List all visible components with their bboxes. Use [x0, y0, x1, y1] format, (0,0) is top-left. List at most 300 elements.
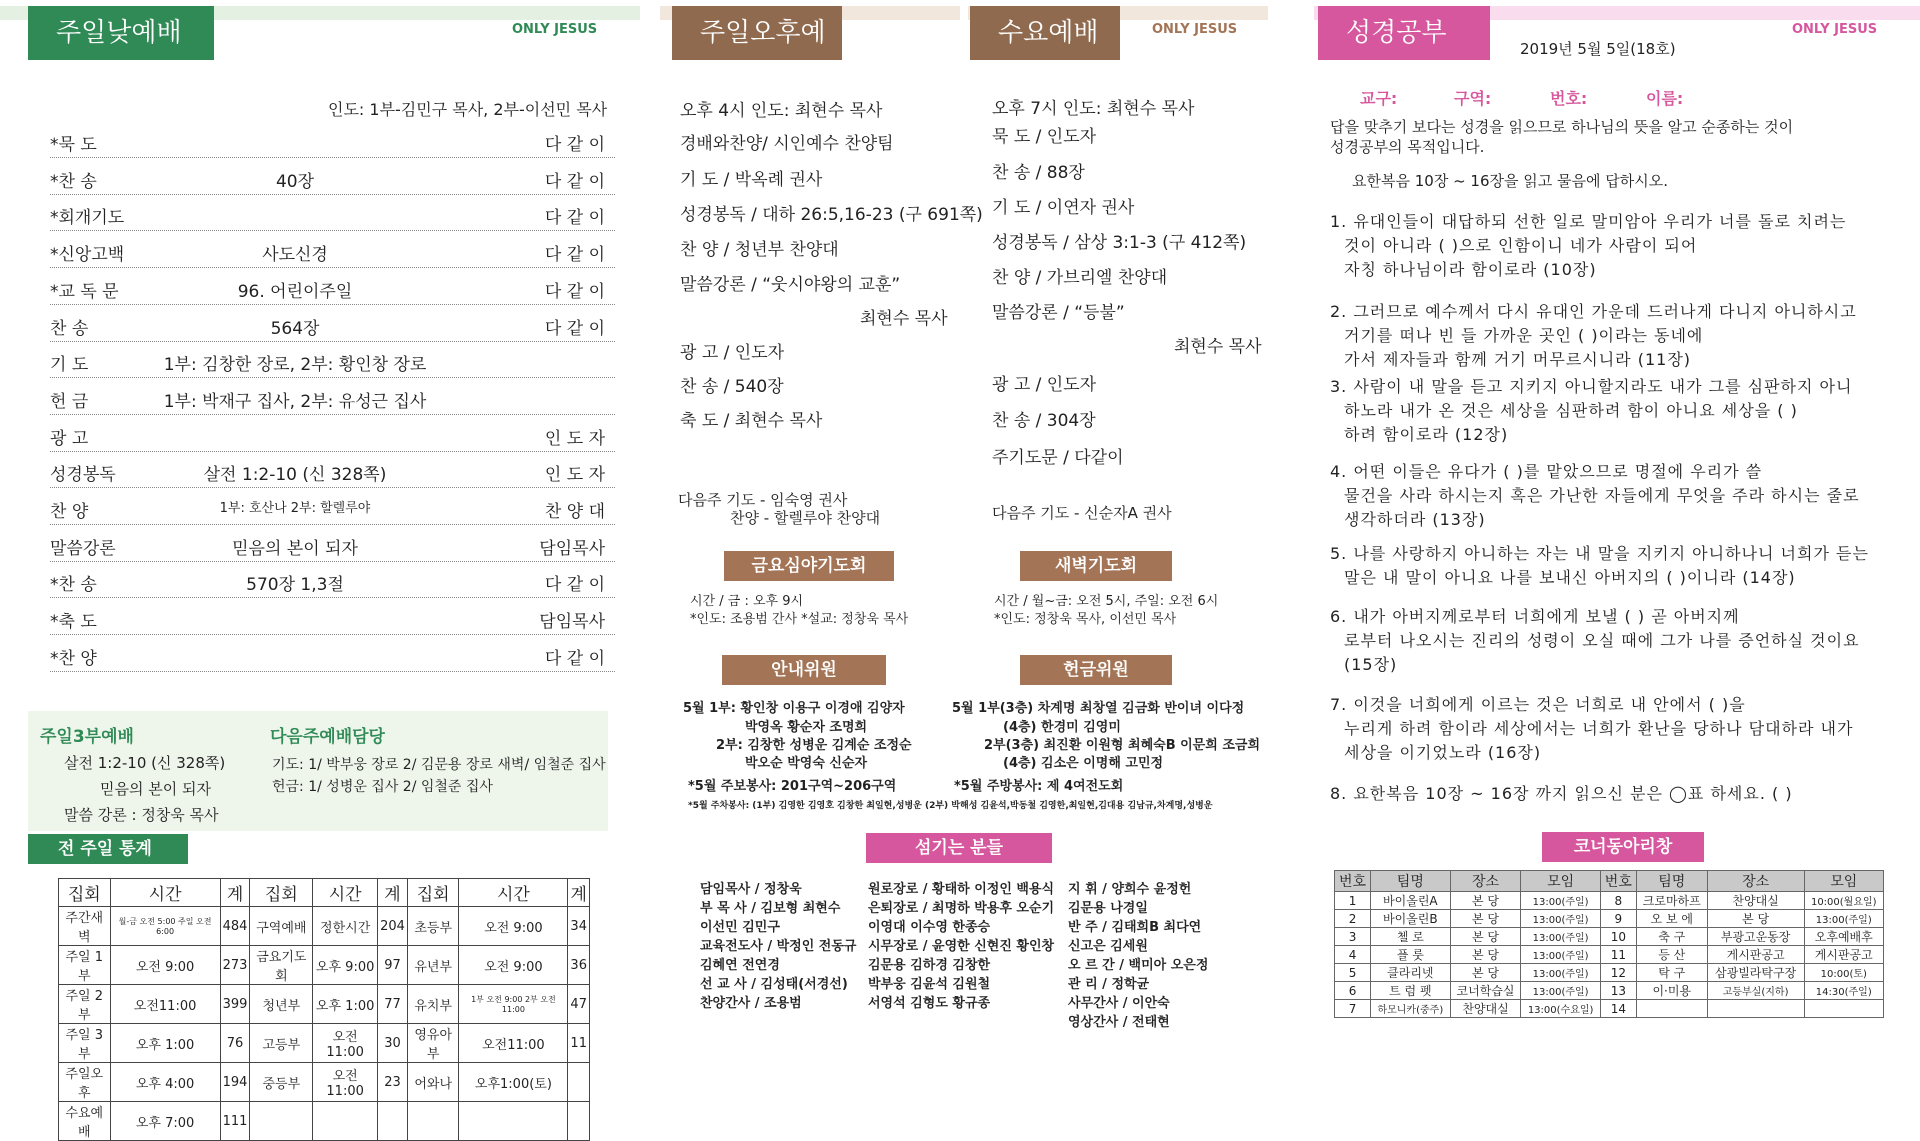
servant-line: 신고은 김세원: [1068, 939, 1148, 954]
offering-title: 헌금위원: [1020, 655, 1172, 685]
clubs-cell: 플 룻: [1371, 946, 1451, 964]
servant-line: 찬양간사 / 조용범: [700, 996, 802, 1011]
question-line: 자칭 하나님이라 함이로라 (10장): [1344, 260, 1597, 279]
wednesday-order-line: 찬 송 / 88장: [992, 163, 1085, 183]
order-label: *축 도: [50, 612, 97, 633]
stats-cell: 주일 1부: [59, 946, 111, 985]
order-row: [50, 562, 615, 598]
question-line: 물건을 사라 하시는지 혹은 가난한 자들에게 무엇을 주라 하시는 줄로: [1344, 486, 1860, 505]
stats-cell: 오후1:00(토): [459, 1063, 568, 1102]
stats-cell: [459, 1102, 568, 1141]
wednesday-order-line: 광 고 / 인도자: [992, 375, 1097, 395]
clubs-cell: 13: [1600, 982, 1636, 1000]
servant-line: 이선민 김민구: [700, 920, 780, 935]
order-label: 성경봉독: [50, 465, 116, 486]
clubs-cell: 클라리넷: [1371, 964, 1451, 982]
ushers-line: 5월 1부: 황인창 이용구 이경애 김양자: [683, 701, 905, 716]
order-leader: 다 같 이: [544, 575, 605, 596]
clubs-header: 모임: [1521, 871, 1600, 892]
question: [1330, 210, 1875, 282]
question: [1330, 605, 1875, 677]
intro-line: 답을 맞추기 보다는 성경을 읽으므로 하나님의 뜻을 알고 순종하는 것이: [1330, 118, 1794, 136]
order-label: 헌 금: [50, 391, 89, 412]
clubs-cell: 10:00(토): [1804, 964, 1883, 982]
servant-line: 선 교 사 / 김성태(서경선): [700, 977, 848, 992]
stats-cell: 오후 9:00: [313, 946, 378, 985]
question-line: 생각하더라 (13장): [1344, 510, 1486, 529]
stats-cell: 399: [220, 985, 250, 1024]
stats-cell: 76: [220, 1024, 250, 1063]
order-row: [50, 416, 615, 452]
third-service-line: 믿음의 본이 되자: [100, 780, 211, 798]
stats-cell: 주간새벽: [59, 907, 111, 946]
servant-line: 시무장로 / 윤영한 신현진 황인창: [868, 939, 1055, 954]
only-jesus-tag: ONLY JESUS: [512, 22, 598, 37]
order-content: 믿음의 본이 되자: [232, 538, 358, 559]
order-label: 찬 양: [50, 502, 89, 522]
order-row: [50, 379, 615, 415]
stats-cell: 11: [568, 1024, 590, 1063]
wednesday-order-line: 찬 양 / 가브리엘 찬양대: [992, 268, 1168, 288]
servant-line: 원로장로 / 황태하 이정인 백용식: [868, 882, 1055, 897]
dawn-prayer-line: *인도: 정창욱 목사, 이선민 목사: [994, 612, 1177, 627]
wednesday-order-line: 주기도문 / 다같이: [992, 448, 1124, 468]
stats-row: [59, 1102, 590, 1141]
order-label: *회개기도: [50, 208, 125, 229]
stats-cell: 오후 7:00: [110, 1102, 220, 1141]
stats-row: [59, 946, 590, 985]
afternoon-order-line: 오후 4시 인도: 최현수 목사: [680, 101, 883, 121]
clubs-cell: 14:30(주일): [1804, 982, 1883, 1000]
clubs-cell: 13:00(주일): [1804, 910, 1883, 928]
clubs-cell: 10: [1600, 928, 1636, 946]
clubs-header: 모임: [1804, 871, 1883, 892]
servant-line: 김문용 나경일: [1068, 901, 1148, 916]
clubs-cell: 고등부실(지하): [1707, 982, 1804, 1000]
order-row: [50, 269, 615, 305]
clubs-cell: 2: [1335, 910, 1371, 928]
clubs-cell: 트 럼 펫: [1371, 982, 1451, 1000]
stats-cell: 34: [568, 907, 590, 946]
clubs-cell: 첼 로: [1371, 928, 1451, 946]
clubs-cell: 10:00(월요일): [1804, 892, 1883, 910]
stats-header: 계: [378, 879, 408, 907]
stats-cell: 오전 9:00: [110, 946, 220, 985]
afternoon-next-praise: 찬양 - 할렐루야 찬양대: [730, 509, 881, 527]
stats-cell: 월-금 오전 5:00 주일 오전 6:00: [110, 907, 220, 946]
stats-cell: 유년부: [407, 946, 459, 985]
order-row: [50, 159, 615, 195]
order-leader: 다 같 이: [544, 208, 605, 229]
stats-cell: 주일 2부: [59, 985, 111, 1024]
order-label: *찬 송: [50, 171, 97, 192]
clubs-header: 팀명: [1371, 871, 1451, 892]
wednesday-order-line: 찬 송 / 304장: [992, 411, 1096, 431]
clubs-header: 장소: [1707, 871, 1804, 892]
stats-cell: 77: [378, 985, 408, 1024]
clubs-row: [1335, 946, 1884, 964]
ushers-line: *5월 주차봉사: (1부) 김영한 김영호 김창한 최일현,성병운 (2부) 박해성 김윤석,박동철 김영한,최일현,김대용 김남규,차계명,성병운: [688, 801, 1213, 811]
wednesday-next-prayer: 다음주 기도 - 신순자A 권사: [992, 504, 1172, 522]
afternoon-service-title: 주일오후예배: [672, 6, 842, 60]
bible-study-title: 성경공부: [1318, 6, 1490, 60]
clubs-cell: 13:00(주일): [1521, 982, 1600, 1000]
order-leader: 다 같 이: [544, 281, 605, 302]
order-content: 1부: 호산나 2부: 할렐루야: [219, 501, 371, 516]
servant-line: 은퇴장로 / 최명하 박용후 오순기: [868, 901, 1055, 916]
servant-line: 지 휘 / 양희수 윤정헌: [1068, 882, 1192, 897]
third-service-line: 말씀 강론 : 정창욱 목사: [64, 806, 219, 824]
clubs-cell: 하모니카(중주): [1371, 1000, 1451, 1018]
ushers-line: 박오순 박영숙 신순자: [745, 756, 868, 771]
field-parish: 교구:: [1360, 89, 1398, 108]
stats-cell: 오전11:00: [110, 985, 220, 1024]
clubs-cell: 8: [1600, 892, 1636, 910]
clubs-cell: 코너학습실: [1450, 982, 1521, 1000]
order-leader: 인 도 자: [544, 428, 605, 449]
ushers-line: 2부: 김창한 성병운 김계순 조정순: [716, 738, 912, 753]
question-line: 8. 요한복음 10장 ~ 16장 까지 읽으신 분은 ◯표 하세요. ( ): [1330, 784, 1793, 803]
stats-cell: 30: [378, 1024, 408, 1063]
servant-line: 김문용 김하경 김창한: [868, 958, 991, 973]
offering-line: 5월 1부(3층) 차계명 최창열 김금화 반이녀 이다정: [952, 701, 1245, 716]
stats-cell: 오후 1:00: [110, 1024, 220, 1063]
afternoon-order-line: 광 고 / 인도자: [680, 343, 785, 363]
clubs-cell: 13:00(주일): [1521, 928, 1600, 946]
stats-cell: 수요예배: [59, 1102, 111, 1141]
clubs-table: [1334, 870, 1884, 1018]
stats-header: 시간: [313, 879, 378, 907]
clubs-cell: 부광고운동장: [1707, 928, 1804, 946]
stats-cell: 오전11:00: [313, 1063, 378, 1102]
clubs-cell: 오 보 에: [1636, 910, 1707, 928]
stats-cell: 47: [568, 985, 590, 1024]
stats-row: [59, 1063, 590, 1102]
wednesday-order-line: 오후 7시 인도: 최현수 목사: [992, 99, 1195, 119]
servant-line: 박부웅 김윤석 김원철: [868, 977, 991, 992]
order-label: 광 고: [50, 428, 89, 449]
clubs-cell: 이·미용: [1636, 982, 1707, 1000]
stats-cell: 204: [378, 907, 408, 946]
question: [1330, 693, 1875, 765]
stats-cell: 금요기도회: [250, 946, 313, 985]
friday-prayer-title: 금요심야기도회: [724, 551, 894, 581]
clubs-cell: 삼광빌라탁구장: [1707, 964, 1804, 982]
clubs-row: [1335, 892, 1884, 910]
order-content: 564장: [270, 318, 320, 339]
order-content: 살전 1:2-10 (신 328쪽): [203, 465, 387, 486]
clubs-cell: 12: [1600, 964, 1636, 982]
clubs-cell: 오후예배후: [1804, 928, 1883, 946]
clubs-cell: [1804, 1000, 1883, 1018]
servant-line: 이영대 이수영 한종승: [868, 920, 991, 935]
clubs-cell: 본 당: [1707, 910, 1804, 928]
clubs-cell: 본 당: [1450, 928, 1521, 946]
stats-cell: 오후 1:00: [313, 985, 378, 1024]
servant-line: 사무간사 / 이안숙: [1068, 996, 1170, 1011]
order-row: [50, 342, 615, 378]
clubs-cell: 등 산: [1636, 946, 1707, 964]
stats-cell: 1부 오전 9:00 2부 오전 11:00: [459, 985, 568, 1024]
clubs-cell: 본 당: [1450, 910, 1521, 928]
clubs-cell: 1: [1335, 892, 1371, 910]
clubs-cell: 바이올린B: [1371, 910, 1451, 928]
wednesday-order-line: 묵 도 / 인도자: [992, 127, 1097, 147]
stats-cell: 고등부: [250, 1024, 313, 1063]
order-content: 사도신경: [262, 245, 328, 266]
order-content: 1부: 김창한 장로, 2부: 황인창 장로: [163, 355, 427, 376]
clubs-cell: 13:00(수요일): [1521, 1000, 1600, 1018]
question: [1330, 542, 1875, 590]
stats-cell: 36: [568, 946, 590, 985]
question-line: 1. 유대인들이 대답하되 선한 일로 말미암아 우리가 너를 돌로 치려는: [1330, 212, 1847, 231]
clubs-cell: 본 당: [1450, 946, 1521, 964]
next-week-title: 다음주예배담당: [270, 727, 385, 747]
stats-cell: 오전 9:00: [459, 907, 568, 946]
offering-line: (4층) 한경미 김영미: [1003, 720, 1121, 735]
stats-row: [59, 985, 590, 1024]
clubs-cell: 축 구: [1636, 928, 1707, 946]
stats-header: 집회: [250, 879, 313, 907]
afternoon-order-line: 축 도 / 최현수 목사: [680, 411, 823, 431]
servant-line: 반 주 / 김태희B 최다연: [1068, 920, 1202, 935]
question-line: 5. 나를 사랑하지 아니하는 자는 내 말을 지키지 아니하나니 너희가 듣는: [1330, 544, 1869, 563]
ushers-line: 박영옥 황순자 조명희: [745, 720, 868, 735]
order-label: 기 도: [50, 355, 89, 376]
order-leader: 인 도 자: [544, 465, 605, 486]
order-content: 96. 어린이주일: [237, 281, 353, 302]
order-row: [50, 526, 615, 562]
stats-cell: 오후 4:00: [110, 1063, 220, 1102]
clubs-cell: 게시판공고: [1804, 946, 1883, 964]
servants-title: 섬기는 분들: [866, 833, 1052, 863]
question-line: 누리게 하려 함이라 세상에서는 너희가 환난을 당하나 담대하라 내가: [1344, 719, 1854, 738]
stats-cell: 오전11:00: [313, 1024, 378, 1063]
afternoon-order-line: 최현수 목사: [860, 309, 948, 329]
clubs-cell: 크로마하프: [1636, 892, 1707, 910]
question: [1330, 460, 1875, 532]
stats-cell: 오전 9:00: [459, 946, 568, 985]
clubs-cell: 찬양대실: [1707, 892, 1804, 910]
clubs-header: 번호: [1335, 871, 1371, 892]
clubs-cell: 5: [1335, 964, 1371, 982]
order-leader: 다 같 이: [544, 245, 605, 266]
clubs-cell: 6: [1335, 982, 1371, 1000]
offering-line: (4층) 김소은 이명해 고민정: [1003, 756, 1164, 771]
question-line: (15장): [1344, 655, 1398, 674]
clubs-cell: 9: [1600, 910, 1636, 928]
stats-cell: 23: [378, 1063, 408, 1102]
question-line: 하노라 내가 온 것은 세상을 심판하려 함이 아니요 세상을 ( ): [1344, 401, 1798, 420]
stats-cell: 97: [378, 946, 408, 985]
afternoon-order-line: 기 도 / 박옥례 권사: [680, 170, 823, 190]
clubs-cell: 바이올린A: [1371, 892, 1451, 910]
stats-cell: [568, 1102, 590, 1141]
clubs-cell: 11: [1600, 946, 1636, 964]
order-leader: 다 같 이: [544, 171, 605, 192]
question: [1330, 375, 1875, 447]
order-leader: 다 같 이: [544, 648, 605, 669]
question-line: 거기를 떠나 빈 들 가까운 곳인 ( )이라는 동네에: [1344, 326, 1704, 345]
third-service-title: 주일3부예배: [40, 727, 134, 747]
bible-study-date: 2019년 5월 5일(18호): [1520, 40, 1676, 58]
wednesday-order-line: 최현수 목사: [1174, 337, 1262, 357]
field-number: 번호:: [1550, 89, 1588, 108]
clubs-cell: 본 당: [1450, 964, 1521, 982]
clubs-title: 코너동아리창: [1542, 832, 1704, 862]
stats-cell: 273: [220, 946, 250, 985]
only-jesus-tag: ONLY JESUS: [1792, 22, 1878, 37]
offering-line: *5월 주방봉사: 제 4여전도회: [954, 779, 1124, 794]
intro-line: 성경공부의 목적입니다.: [1330, 138, 1485, 156]
clubs-cell: 13:00(주일): [1521, 910, 1600, 928]
servant-line: 김혜연 전연경: [700, 958, 780, 973]
stats-cell: 청년부: [250, 985, 313, 1024]
stats-cell: 영유아부: [407, 1024, 459, 1063]
wednesday-order-line: 성경봉독 / 삼상 3:1-3 (구 412쪽): [992, 233, 1247, 253]
clubs-header: 팀명: [1636, 871, 1707, 892]
stats-cell: 어와나: [407, 1063, 459, 1102]
stats-cell: 중등부: [250, 1063, 313, 1102]
order-label: 말씀강론: [50, 538, 116, 559]
order-leader: 담임목사: [539, 538, 605, 559]
next-week-line: 기도: 1/ 박부웅 장로 2/ 김문용 장로 새벽/ 임철준 집사: [272, 757, 606, 773]
clubs-cell: 13:00(주일): [1521, 964, 1600, 982]
day-service-title: 주일낮예배: [28, 6, 214, 60]
order-leader: 다 같 이: [544, 135, 605, 155]
stats-header: 시간: [110, 879, 220, 907]
instruction: 요한복음 10장 ~ 16장을 읽고 물음에 답하시오.: [1352, 172, 1668, 190]
question: [1330, 300, 1875, 372]
third-service-line: 살전 1:2-10 (신 328쪽): [64, 754, 226, 772]
clubs-row: [1335, 964, 1884, 982]
offering-line: 2부(3층) 최진환 이원형 최혜숙B 이문희 조금희: [984, 738, 1260, 753]
order-row: [50, 122, 615, 158]
clubs-cell: 7: [1335, 1000, 1371, 1018]
servant-line: 오 르 간 / 백미아 오은정: [1068, 958, 1209, 973]
question-line: 4. 어떤 이들은 유다가 ( )를 맡았으므로 명절에 우리가 쓸: [1330, 462, 1763, 481]
order-label: *교 독 문: [50, 281, 119, 302]
stats-cell: 111: [220, 1102, 250, 1141]
question-line: 가서 제자들과 함께 거기 머무르시니라 (11장): [1344, 350, 1692, 369]
order-row: [50, 232, 615, 268]
stats-header: 집회: [407, 879, 459, 907]
stats-row: [59, 1024, 590, 1063]
order-row: [50, 195, 615, 231]
next-week-line: 헌금: 1/ 성병운 집사 2/ 임철준 집사: [272, 779, 493, 795]
afternoon-order-line: 경배와찬양/ 시인예수 찬양팀: [680, 134, 894, 154]
stats-cell: 구역예배: [250, 907, 313, 946]
order-row: [50, 636, 615, 672]
order-content: 570장 1,3절: [246, 575, 344, 596]
clubs-header: 장소: [1450, 871, 1521, 892]
clubs-cell: 14: [1600, 1000, 1636, 1018]
order-row: [50, 452, 615, 488]
ushers-line: *5월 주보봉사: 201구역~206구역: [688, 779, 897, 794]
clubs-cell: [1636, 1000, 1707, 1018]
stats-table: [58, 878, 590, 1141]
servant-line: 영상간사 / 전태현: [1068, 1015, 1170, 1030]
clubs-cell: [1707, 1000, 1804, 1018]
afternoon-order-line: 찬 송 / 540장: [680, 377, 784, 397]
dawn-prayer-line: 시간 / 월~금: 오전 5시, 주일: 오전 6시: [994, 594, 1219, 609]
stats-header: 집회: [59, 879, 111, 907]
question-line: 것이 아니라 ( )으로 인함이니 네가 사람이 되어: [1344, 236, 1698, 255]
dawn-prayer-title: 새벽기도회: [1020, 551, 1172, 581]
stats-cell: 주일오후: [59, 1063, 111, 1102]
stats-header: 계: [220, 879, 250, 907]
clubs-cell: 찬양대실: [1450, 1000, 1521, 1018]
order-content: 1부: 박재구 집사, 2부: 유성근 집사: [163, 391, 427, 412]
order-leader: 찬 양 대: [544, 502, 605, 522]
field-district: 구역:: [1454, 89, 1492, 108]
stats-cell: 초등부: [407, 907, 459, 946]
order-row: [50, 489, 615, 525]
question-line: 로부터 나오시는 진리의 성령이 오실 때에 그가 나를 증언하실 것이요: [1344, 631, 1860, 650]
clubs-cell: 3: [1335, 928, 1371, 946]
field-name: 이름:: [1646, 89, 1684, 108]
servant-line: 담임목사 / 정창욱: [700, 882, 802, 897]
clubs-row: [1335, 928, 1884, 946]
clubs-row: [1335, 910, 1884, 928]
order-label: 찬 송: [50, 318, 89, 339]
stats-title: 전 주일 통계: [28, 834, 188, 864]
servant-line: 관 리 / 정학균: [1068, 977, 1150, 992]
stats-cell: 유치부: [407, 985, 459, 1024]
stats-cell: 오전11:00: [459, 1024, 568, 1063]
clubs-row: [1335, 982, 1884, 1000]
servant-line: 교육전도사 / 박정인 전동규: [700, 939, 857, 954]
question-line: 하려 함이로라 (12장): [1344, 425, 1509, 444]
question-line: 세상을 이기었노라 (16장): [1344, 743, 1542, 762]
friday-prayer-line: 시간 / 금 : 오후 9시: [690, 594, 804, 609]
stats-cell: [378, 1102, 408, 1141]
order-label: *찬 양: [50, 648, 97, 669]
clubs-row: [1335, 1000, 1884, 1018]
order-label: *찬 송: [50, 575, 97, 596]
afternoon-next-prayer: 다음주 기도 - 임숙영 권사: [678, 491, 848, 509]
afternoon-order-line: 성경봉독 / 대하 26:5,16-23 (구 691쪽): [680, 205, 983, 225]
question-line: 7. 이것을 너희에게 이르는 것은 너희로 내 안에서 ( )을: [1330, 695, 1746, 714]
stats-cell: 194: [220, 1063, 250, 1102]
clubs-cell: 게시판공고: [1707, 946, 1804, 964]
day-service-leaders: 인도: 1부-김민구 목사, 2부-이선민 목사: [328, 100, 608, 119]
stats-cell: [250, 1102, 313, 1141]
order-label: *신앙고백: [50, 245, 125, 266]
afternoon-order-line: 말씀강론 / “웃시야왕의 교훈”: [680, 275, 901, 295]
question: [1330, 782, 1875, 806]
wednesday-order-line: 말씀강론 / “등불”: [992, 303, 1125, 323]
stats-cell: 주일 3부: [59, 1024, 111, 1063]
question-line: 3. 사람이 내 말을 듣고 지키지 아니할지라도 내가 그를 심판하지 아니: [1330, 377, 1853, 396]
servant-line: 부 목 사 / 김보형 최현수: [700, 901, 841, 916]
question-line: 말은 내 말이 아니요 나를 보내신 아버지의 ( )이니라 (14장): [1344, 568, 1796, 587]
order-leader: 다 같 이: [544, 318, 605, 339]
afternoon-order-line: 찬 양 / 청년부 찬양대: [680, 240, 839, 260]
order-row: [50, 599, 615, 635]
clubs-header: 번호: [1600, 871, 1636, 892]
stats-cell: 484: [220, 907, 250, 946]
clubs-cell: 탁 구: [1636, 964, 1707, 982]
friday-prayer-line: *인도: 조용범 간사 *설교: 정창욱 목사: [690, 612, 909, 627]
clubs-cell: 13:00(주일): [1521, 892, 1600, 910]
wednesday-order-line: 기 도 / 이연자 권사: [992, 198, 1135, 218]
question-line: 2. 그러므로 예수께서 다시 유대인 가운데 드러나게 다니지 아니하시고: [1330, 302, 1857, 321]
wednesday-service-title: 수요예배: [970, 6, 1120, 60]
order-label: *묵 도: [50, 135, 97, 155]
question-line: 6. 내가 아버지께로부터 너희에게 보낼 ( ) 곧 아버지께: [1330, 607, 1740, 626]
ushers-title: 안내위원: [722, 655, 886, 685]
